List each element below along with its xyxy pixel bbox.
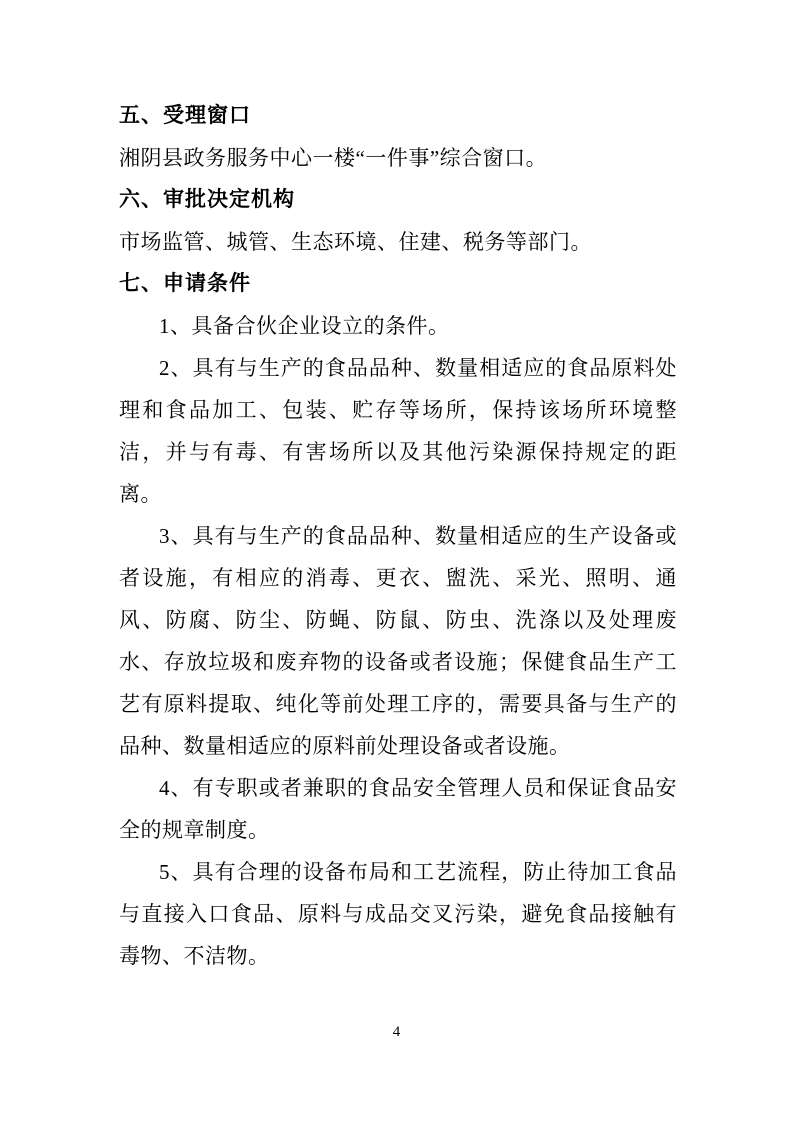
application-condition-item-2: 2、具有与生产的食品品种、数量相适应的食品原料处理和食品加工、包装、贮存等场所，保持该场所环境整洁，并与有毒、有害场所以及其他污染源保持规定的距离。	[119, 356, 677, 506]
section-5-body: 湘阴县政务服务中心一楼“一件事”综合窗口。	[119, 146, 548, 170]
document-content	[119, 95, 677, 977]
application-condition-item-1: 1、具备合伙企业设立的条件。	[159, 314, 450, 338]
page-number: 4	[392, 1024, 401, 1040]
application-condition-item-4: 4、有专职或者兼职的食品安全管理人员和保证食品安全的规章制度。	[119, 776, 677, 842]
section-5-heading: 五、受理窗口	[119, 104, 251, 127]
section-6-body: 市场监管、城管、生态环境、住建、税务等部门。	[119, 230, 592, 254]
application-condition-item-5: 5、具有合理的设备布局和工艺流程，防止待加工食品与直接入口食品、原料与成品交叉污染，避免食品接触有毒物、不洁物。	[119, 860, 677, 968]
application-condition-item-3: 3、具有与生产的食品品种、数量相适应的生产设备或者设施，有相应的消毒、更衣、盥洗、采光、照明、通风、防腐、防尘、防蝇、防鼠、防虫、洗涤以及处理废水、存放垃圾和废弃物的设备或者设施；保健食品生产工艺有原料提取、纯化等前处理工序的，需要具备与生产的品种、数量相适应的原料前处理设备或者设施。	[119, 524, 677, 758]
section-6-heading: 六、审批决定机构	[119, 188, 295, 211]
section-7-heading: 七、申请条件	[119, 272, 251, 295]
